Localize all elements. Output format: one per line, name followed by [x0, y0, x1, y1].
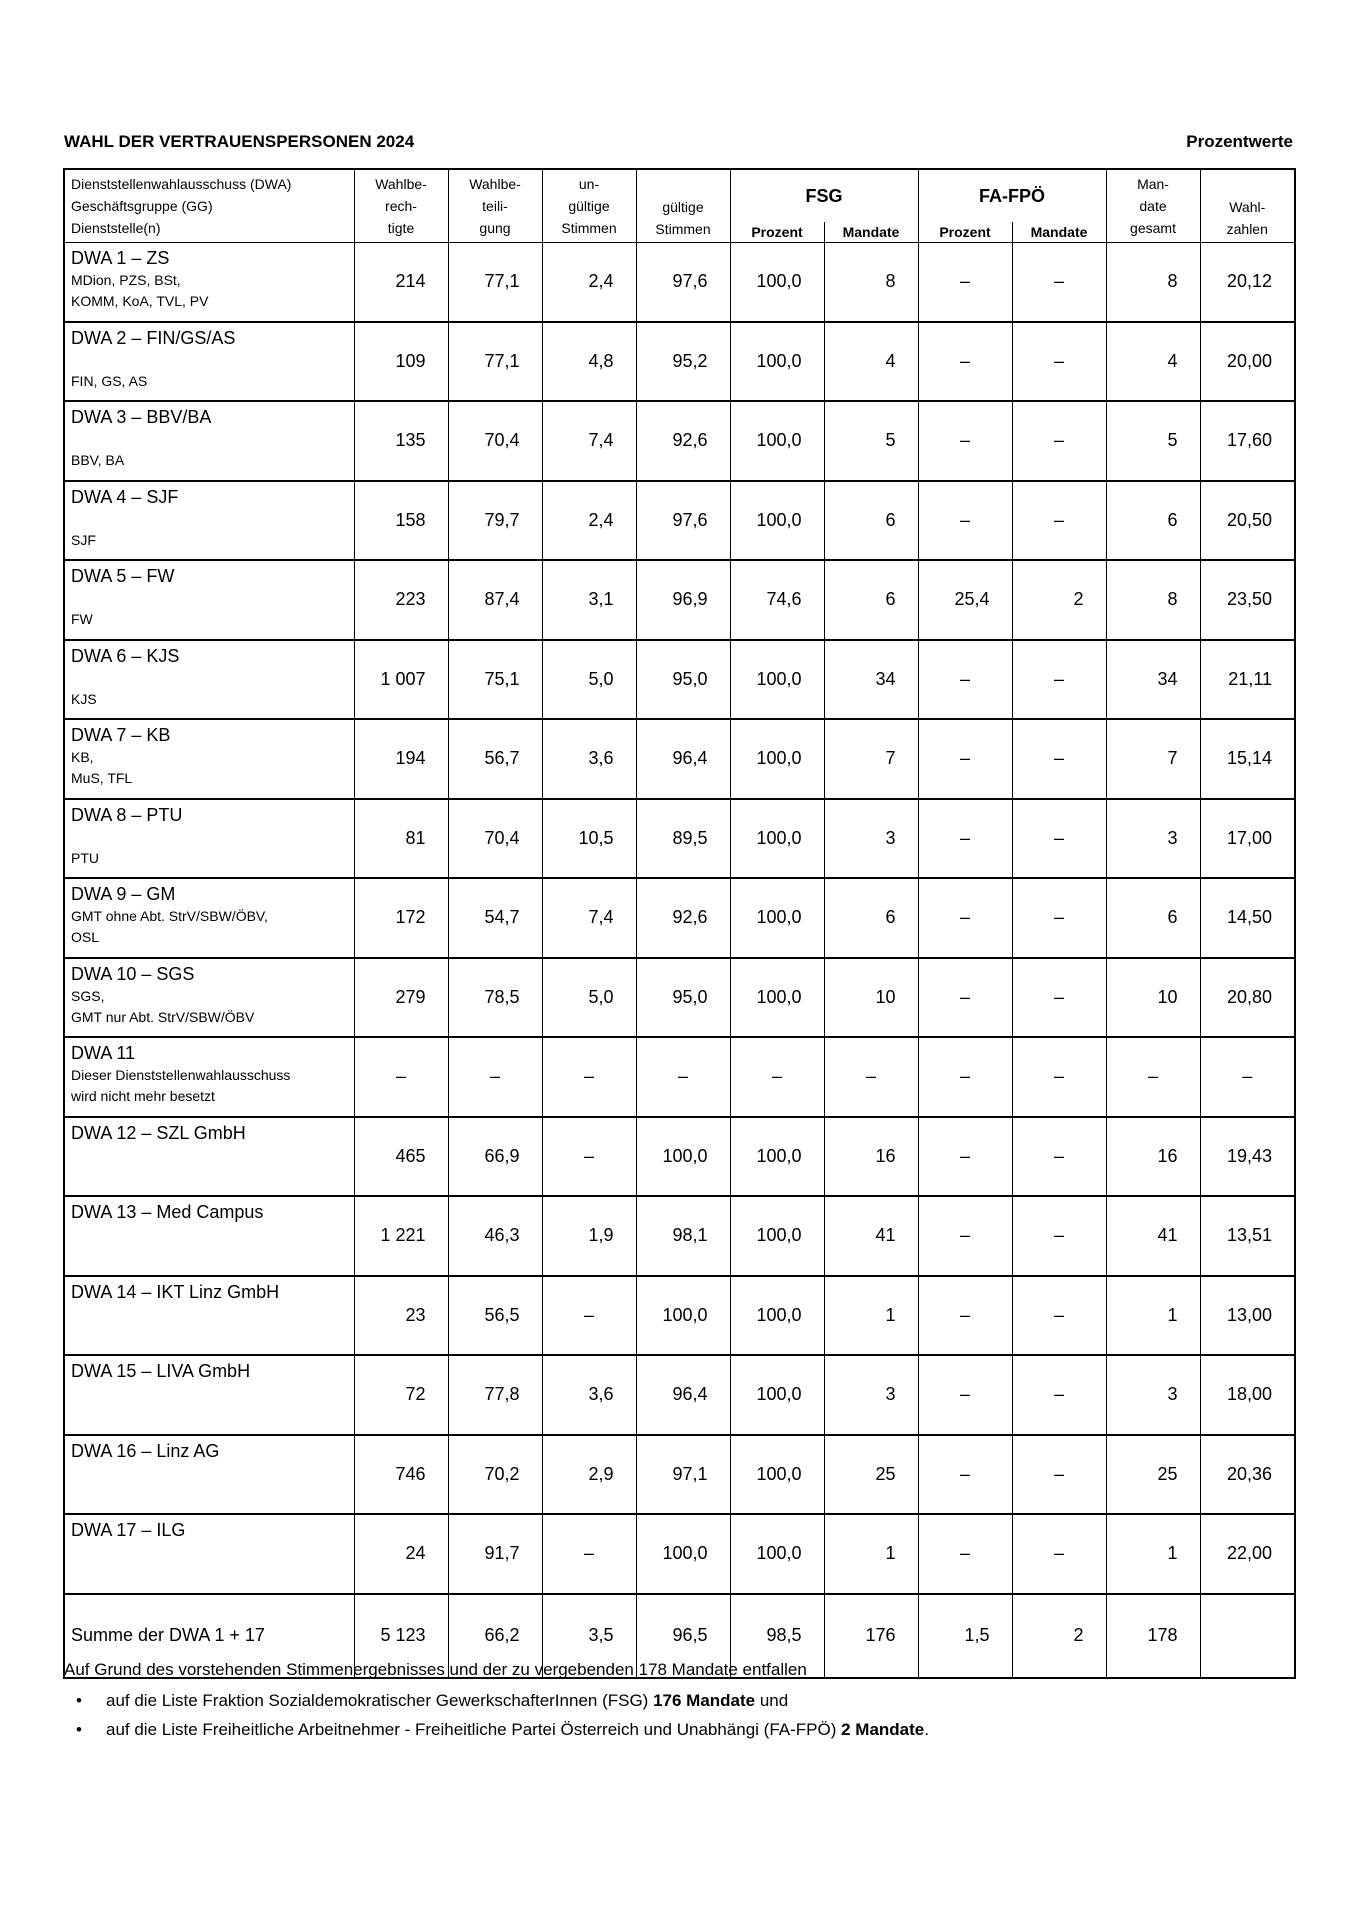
table-row — [64, 640, 1295, 720]
dwa-dienststellen: FIN, GS, AS — [71, 372, 148, 389]
cell-fsg-mandate: 1 — [824, 1514, 918, 1594]
cell-fafpoe-prozent: – — [918, 1276, 1012, 1356]
cell-fsg-mandate: 6 — [824, 560, 918, 640]
cell-ungueltige: 7,4 — [542, 401, 636, 481]
dwa-name-cell — [64, 243, 354, 322]
header-fsg-mandate: Mandate — [824, 222, 918, 243]
cell-wahlbeteiligung: 54,7 — [448, 878, 542, 958]
cell-fsg-mandate: 6 — [824, 481, 918, 561]
cell-fafpoe-prozent: – — [918, 1196, 1012, 1276]
cell-wahlberechtigte: 279 — [354, 958, 448, 1038]
cell-wahlbeteiligung: 87,4 — [448, 560, 542, 640]
cell-wahlberechtigte: 746 — [354, 1435, 448, 1515]
cell-fsg-prozent: 100,0 — [730, 322, 824, 402]
cell-fsg-prozent: 100,0 — [730, 958, 824, 1038]
cell-mandate-gesamt: 41 — [1106, 1196, 1200, 1276]
cell-wahlzahlen: 20,80 — [1200, 958, 1295, 1038]
cell-ungueltige: 1,9 — [542, 1196, 636, 1276]
cell-wahlbeteiligung: 56,5 — [448, 1276, 542, 1356]
cell-gueltige: 100,0 — [636, 1276, 730, 1356]
cell-fsg-prozent: 100,0 — [730, 1117, 824, 1197]
cell-wahlzahlen: 18,00 — [1200, 1355, 1295, 1435]
footer-item-fafpoe: • auf die Liste Freiheitliche Arbeitnehmer - Freiheitliche Partei Österreich und Unabhängi (FA-FPÖ) 2 Mandate. — [64, 1719, 1304, 1741]
header-ungueltige: un- gültige Stimmen — [542, 169, 636, 243]
table-row — [64, 1435, 1295, 1515]
cell-ungueltige: 10,5 — [542, 799, 636, 879]
cell-wahlberechtigte: 1 221 — [354, 1196, 448, 1276]
cell-fafpoe-mandate: – — [1012, 481, 1106, 561]
cell-fsg-mandate: 7 — [824, 719, 918, 799]
dwa-name: DWA 8 – PTU — [71, 804, 183, 825]
cell-fafpoe-prozent: – — [918, 401, 1012, 481]
cell-wahlbeteiligung: 56,7 — [448, 719, 542, 799]
cell-ungueltige: 2,9 — [542, 1435, 636, 1515]
cell-ungueltige: – — [542, 1037, 636, 1117]
cell-fsg-mandate: 4 — [824, 322, 918, 402]
cell-mandate-gesamt: – — [1106, 1037, 1200, 1117]
cell-gueltige: – — [636, 1037, 730, 1117]
value-type-label: Prozentwerte — [1186, 132, 1293, 151]
dwa-name-cell — [64, 719, 354, 799]
cell-fsg-mandate: 34 — [824, 640, 918, 720]
cell-fafpoe-mandate: – — [1012, 322, 1106, 402]
cell-wahlberechtigte: 23 — [354, 1276, 448, 1356]
cell-wahlberechtigte: 135 — [354, 401, 448, 481]
dwa-name: DWA 2 – FIN/GS/AS — [71, 327, 236, 348]
cell-gueltige: 97,6 — [636, 243, 730, 322]
cell-wahlberechtigte: 214 — [354, 243, 448, 322]
cell-fsg-prozent: 100,0 — [730, 1514, 824, 1594]
header-mandate-gesamt: Man- date gesamt — [1106, 169, 1200, 243]
cell-fafpoe-prozent: – — [918, 958, 1012, 1038]
cell-gueltige: 96,4 — [636, 719, 730, 799]
cell-wahlbeteiligung: 91,7 — [448, 1514, 542, 1594]
table-row — [64, 1276, 1295, 1356]
cell-fafpoe-mandate: – — [1012, 1355, 1106, 1435]
cell-wahlbeteiligung: 78,5 — [448, 958, 542, 1038]
cell-ungueltige: 2,4 — [542, 243, 636, 322]
dwa-name-cell — [64, 560, 354, 640]
cell-fafpoe-mandate: – — [1012, 878, 1106, 958]
cell-fafpoe-mandate: – — [1012, 1037, 1106, 1117]
cell-fsg-mandate: 41 — [824, 1196, 918, 1276]
sum-fafpoe-mandate: 2 — [1012, 1594, 1106, 1678]
dwa-name-cell — [64, 1196, 354, 1276]
cell-wahlzahlen: 22,00 — [1200, 1514, 1295, 1594]
dwa-name: DWA 5 – FW — [71, 566, 175, 586]
cell-ungueltige: 3,6 — [542, 1355, 636, 1435]
cell-mandate-gesamt: 3 — [1106, 1355, 1200, 1435]
dwa-name-cell — [64, 1117, 354, 1197]
cell-wahlzahlen: 15,14 — [1200, 719, 1295, 799]
cell-fsg-mandate: 3 — [824, 1355, 918, 1435]
cell-ungueltige: 5,0 — [542, 640, 636, 720]
cell-mandate-gesamt: 8 — [1106, 560, 1200, 640]
cell-wahlzahlen: 13,51 — [1200, 1196, 1295, 1276]
dwa-dienststellen: MDion, PZS, BSt, — [71, 272, 181, 288]
header-wahlzahlen: Wahl- zahlen — [1200, 169, 1295, 243]
dwa-name-cell — [64, 481, 354, 561]
table-row — [64, 878, 1295, 958]
dwa-name-cell — [64, 1355, 354, 1435]
header-fafpoe-prozent: Prozent — [918, 222, 1012, 243]
cell-wahlbeteiligung: – — [448, 1037, 542, 1117]
cell-gueltige: 95,0 — [636, 640, 730, 720]
cell-wahlbeteiligung: 79,7 — [448, 481, 542, 561]
cell-gueltige: 96,9 — [636, 560, 730, 640]
cell-fafpoe-prozent: – — [918, 640, 1012, 720]
cell-gueltige: 97,6 — [636, 481, 730, 561]
cell-fafpoe-mandate: – — [1012, 719, 1106, 799]
cell-wahlzahlen: 23,50 — [1200, 560, 1295, 640]
cell-wahlzahlen: 21,11 — [1200, 640, 1295, 720]
cell-fafpoe-prozent: – — [918, 1514, 1012, 1594]
cell-wahlzahlen: 14,50 — [1200, 878, 1295, 958]
cell-ungueltige: 7,4 — [542, 878, 636, 958]
cell-fafpoe-prozent: – — [918, 1037, 1012, 1117]
dwa-dienststellen: PTU — [71, 849, 99, 866]
dwa-dienststellen: BBV, BA — [71, 452, 125, 468]
cell-fsg-mandate: 3 — [824, 799, 918, 879]
cell-wahlzahlen: – — [1200, 1037, 1295, 1117]
sum-label: Summe der DWA 1 + 17 — [64, 1594, 354, 1678]
cell-fafpoe-mandate: – — [1012, 640, 1106, 720]
dwa-name-cell — [64, 640, 354, 720]
cell-wahlbeteiligung: 70,2 — [448, 1435, 542, 1515]
cell-fsg-mandate: 6 — [824, 878, 918, 958]
dwa-name-cell — [64, 1435, 354, 1515]
table-row — [64, 1117, 1295, 1197]
cell-wahlbeteiligung: 46,3 — [448, 1196, 542, 1276]
cell-fsg-prozent: 100,0 — [730, 243, 824, 322]
cell-ungueltige: 5,0 — [542, 958, 636, 1038]
cell-ungueltige: 4,8 — [542, 322, 636, 402]
table-row — [64, 1037, 1295, 1117]
cell-fafpoe-prozent: – — [918, 481, 1012, 561]
cell-wahlberechtigte: 223 — [354, 560, 448, 640]
sum-wahlbeteiligung: 66,2 — [448, 1594, 542, 1678]
cell-fsg-prozent: 100,0 — [730, 1355, 824, 1435]
dwa-name: DWA 11 — [71, 1043, 136, 1063]
dwa-dienststellen: MuS, TFL — [71, 770, 133, 786]
results-table — [63, 168, 1296, 1679]
header-fafpoe: FA-FPÖ — [918, 169, 1106, 222]
table-row — [64, 481, 1295, 561]
cell-mandate-gesamt: 7 — [1106, 719, 1200, 799]
cell-fsg-prozent: 74,6 — [730, 560, 824, 640]
cell-wahlzahlen: 20,50 — [1200, 481, 1295, 561]
table-row — [64, 1514, 1295, 1594]
cell-wahlbeteiligung: 70,4 — [448, 799, 542, 879]
dwa-name: DWA 16 – Linz AG — [71, 1440, 220, 1461]
cell-fsg-prozent: 100,0 — [730, 1435, 824, 1515]
footer-intro: Auf Grund des vorstehenden Stimmenergebnisses und der zu vergebenden 178 Mandate entfallen — [64, 1660, 807, 1679]
cell-gueltige: 92,6 — [636, 401, 730, 481]
cell-wahlzahlen: 17,60 — [1200, 401, 1295, 481]
dwa-name: DWA 17 – ILG — [71, 1520, 186, 1540]
sum-fafpoe-prozent: 1,5 — [918, 1594, 1012, 1678]
dwa-name: DWA 9 – GM — [71, 884, 176, 904]
cell-wahlzahlen: 20,00 — [1200, 322, 1295, 402]
cell-fafpoe-mandate: – — [1012, 1435, 1106, 1515]
cell-wahlbeteiligung: 77,8 — [448, 1355, 542, 1435]
table-row — [64, 719, 1295, 799]
dwa-dienststellen: Dieser Dienststellenwahlausschuss — [71, 1067, 291, 1083]
cell-ungueltige: 2,4 — [542, 481, 636, 561]
cell-gueltige: 92,6 — [636, 878, 730, 958]
table-row — [64, 322, 1295, 402]
cell-fsg-mandate: 25 — [824, 1435, 918, 1515]
cell-mandate-gesamt: 1 — [1106, 1276, 1200, 1356]
footer-list — [64, 1690, 1304, 1741]
cell-fafpoe-mandate: – — [1012, 1276, 1106, 1356]
cell-mandate-gesamt: 3 — [1106, 799, 1200, 879]
cell-wahlberechtigte: 158 — [354, 481, 448, 561]
dwa-dienststellen: GMT ohne Abt. StrV/SBW/ÖBV, — [71, 908, 268, 924]
cell-fafpoe-mandate: – — [1012, 958, 1106, 1038]
cell-fafpoe-prozent: – — [918, 878, 1012, 958]
header-wahlbeteiligung: Wahlbe- teili- gung — [448, 169, 542, 243]
table-row — [64, 1355, 1295, 1435]
cell-mandate-gesamt: 25 — [1106, 1435, 1200, 1515]
cell-wahlberechtigte: 81 — [354, 799, 448, 879]
cell-gueltige: 98,1 — [636, 1196, 730, 1276]
cell-fafpoe-prozent: – — [918, 719, 1012, 799]
cell-mandate-gesamt: 16 — [1106, 1117, 1200, 1197]
cell-wahlbeteiligung: 75,1 — [448, 640, 542, 720]
header-wahlberechtigte: Wahlbe- rech- tigte — [354, 169, 448, 243]
cell-fsg-prozent: 100,0 — [730, 640, 824, 720]
dwa-name: DWA 14 – IKT Linz GmbH — [71, 1281, 280, 1302]
cell-fsg-mandate: 10 — [824, 958, 918, 1038]
cell-fsg-prozent: 100,0 — [730, 878, 824, 958]
dwa-name: DWA 4 – SJF — [71, 486, 179, 507]
cell-fafpoe-mandate: – — [1012, 799, 1106, 879]
dwa-dienststellen: SJF — [71, 531, 96, 548]
dwa-dienststellen: KJS — [71, 690, 97, 707]
cell-fafpoe-mandate: – — [1012, 1514, 1106, 1594]
cell-fsg-prozent: 100,0 — [730, 719, 824, 799]
footer-summary — [64, 1660, 1304, 1748]
cell-wahlberechtigte: 172 — [354, 878, 448, 958]
dwa-name-cell — [64, 958, 354, 1038]
cell-fafpoe-mandate: – — [1012, 1196, 1106, 1276]
cell-fsg-mandate: 5 — [824, 401, 918, 481]
table-row — [64, 401, 1295, 481]
dwa-name: DWA 6 – KJS — [71, 645, 180, 666]
dwa-name-cell — [64, 1037, 354, 1117]
dwa-name-cell — [64, 401, 354, 481]
cell-wahlberechtigte: 465 — [354, 1117, 448, 1197]
cell-fafpoe-prozent: – — [918, 322, 1012, 402]
dwa-name: DWA 3 – BBV/BA — [71, 407, 212, 427]
cell-mandate-gesamt: 5 — [1106, 401, 1200, 481]
cell-gueltige: 89,5 — [636, 799, 730, 879]
cell-fafpoe-mandate: 2 — [1012, 560, 1106, 640]
cell-fsg-prozent: 100,0 — [730, 401, 824, 481]
dwa-dienststellen: KOMM, KoA, TVL, PV — [71, 293, 209, 309]
cell-wahlzahlen: 13,00 — [1200, 1276, 1295, 1356]
sum-mandate-gesamt: 178 — [1106, 1594, 1200, 1678]
table-row — [64, 243, 1295, 322]
dwa-name: DWA 13 – Med Campus — [71, 1202, 264, 1222]
cell-fsg-mandate: – — [824, 1037, 918, 1117]
cell-gueltige: 95,0 — [636, 958, 730, 1038]
dwa-name-cell — [64, 1514, 354, 1594]
cell-wahlbeteiligung: 66,9 — [448, 1117, 542, 1197]
cell-fsg-mandate: 1 — [824, 1276, 918, 1356]
cell-fafpoe-prozent: – — [918, 243, 1012, 322]
cell-fafpoe-prozent: – — [918, 1355, 1012, 1435]
cell-fsg-prozent: 100,0 — [730, 481, 824, 561]
sum-wahlberechtigte: 5 123 — [354, 1594, 448, 1678]
cell-wahlbeteiligung: 70,4 — [448, 401, 542, 481]
cell-gueltige: 97,1 — [636, 1435, 730, 1515]
dwa-dienststellen: SGS, — [71, 987, 105, 1004]
cell-ungueltige: 3,1 — [542, 560, 636, 640]
dwa-name: DWA 7 – KB — [71, 725, 171, 745]
cell-mandate-gesamt: 6 — [1106, 481, 1200, 561]
header-fsg-prozent: Prozent — [730, 222, 824, 243]
sum-fsg-mandate: 176 — [824, 1594, 918, 1678]
cell-ungueltige: – — [542, 1276, 636, 1356]
dwa-name: DWA 10 – SGS — [71, 963, 195, 984]
cell-wahlbeteiligung: 77,1 — [448, 243, 542, 322]
cell-wahlbeteiligung: 77,1 — [448, 322, 542, 402]
dwa-name: DWA 12 – SZL GmbH — [71, 1122, 246, 1143]
table-row — [64, 958, 1295, 1038]
header-fsg: FSG — [730, 169, 918, 222]
cell-fsg-prozent: 100,0 — [730, 1196, 824, 1276]
table-row — [64, 1196, 1295, 1276]
cell-ungueltige: – — [542, 1117, 636, 1197]
dwa-name-cell — [64, 322, 354, 402]
cell-wahlberechtigte: 24 — [354, 1514, 448, 1594]
cell-ungueltige: 3,6 — [542, 719, 636, 799]
dwa-name-cell — [64, 1276, 354, 1356]
table-row — [64, 560, 1295, 640]
dwa-dienststellen: KB, — [71, 749, 94, 765]
dwa-dienststellen: wird nicht mehr besetzt — [71, 1088, 215, 1104]
cell-mandate-gesamt: 1 — [1106, 1514, 1200, 1594]
cell-fafpoe-mandate: – — [1012, 243, 1106, 322]
cell-wahlzahlen: 20,12 — [1200, 243, 1295, 322]
cell-fafpoe-prozent: 25,4 — [918, 560, 1012, 640]
cell-wahlzahlen: 20,36 — [1200, 1435, 1295, 1515]
page-title: WAHL DER VERTRAUENSPERSONEN 2024 — [64, 132, 415, 151]
sum-fsg-prozent: 98,5 — [730, 1594, 824, 1678]
cell-fsg-prozent: – — [730, 1037, 824, 1117]
dwa-dienststellen: OSL — [71, 929, 100, 945]
cell-mandate-gesamt: 6 — [1106, 878, 1200, 958]
cell-fafpoe-mandate: – — [1012, 401, 1106, 481]
cell-wahlberechtigte: 1 007 — [354, 640, 448, 720]
cell-wahlzahlen: 19,43 — [1200, 1117, 1295, 1197]
cell-mandate-gesamt: 10 — [1106, 958, 1200, 1038]
cell-gueltige: 100,0 — [636, 1117, 730, 1197]
cell-fsg-prozent: 100,0 — [730, 1276, 824, 1356]
cell-wahlberechtigte: 194 — [354, 719, 448, 799]
cell-fafpoe-prozent: – — [918, 799, 1012, 879]
dwa-name: DWA 1 – ZS — [71, 248, 170, 268]
cell-wahlzahlen: 17,00 — [1200, 799, 1295, 879]
table-row — [64, 799, 1295, 879]
cell-fafpoe-mandate: – — [1012, 1117, 1106, 1197]
footer-item-fsg: • auf die Liste Fraktion Sozialdemokratischer GewerkschafterInnen (FSG) 176 Mandate und — [64, 1690, 1304, 1712]
cell-wahlberechtigte: 72 — [354, 1355, 448, 1435]
dwa-dienststellen: GMT nur Abt. StrV/SBW/ÖBV — [71, 1008, 255, 1025]
cell-wahlberechtigte: 109 — [354, 322, 448, 402]
header-gueltige: gültige Stimmen — [636, 169, 730, 243]
cell-fafpoe-prozent: – — [918, 1435, 1012, 1515]
header-dwa: Dienststellenwahlausschuss (DWA) Geschäftsgruppe (GG) Dienststelle(n) — [64, 169, 354, 243]
dwa-name: DWA 15 – LIVA GmbH — [71, 1361, 251, 1381]
cell-gueltige: 95,2 — [636, 322, 730, 402]
cell-fsg-mandate: 8 — [824, 243, 918, 322]
sum-gueltige: 96,5 — [636, 1594, 730, 1678]
cell-mandate-gesamt: 8 — [1106, 243, 1200, 322]
cell-ungueltige: – — [542, 1514, 636, 1594]
dwa-name-cell — [64, 878, 354, 958]
cell-gueltige: 96,4 — [636, 1355, 730, 1435]
cell-fafpoe-prozent: – — [918, 1117, 1012, 1197]
cell-fsg-mandate: 16 — [824, 1117, 918, 1197]
sum-ungueltige: 3,5 — [542, 1594, 636, 1678]
dwa-name-cell — [64, 799, 354, 879]
cell-gueltige: 100,0 — [636, 1514, 730, 1594]
dwa-dienststellen: FW — [71, 611, 93, 627]
cell-mandate-gesamt: 4 — [1106, 322, 1200, 402]
cell-fsg-prozent: 100,0 — [730, 799, 824, 879]
cell-mandate-gesamt: 34 — [1106, 640, 1200, 720]
cell-wahlberechtigte: – — [354, 1037, 448, 1117]
header-fafpoe-mandate: Mandate — [1012, 222, 1106, 243]
